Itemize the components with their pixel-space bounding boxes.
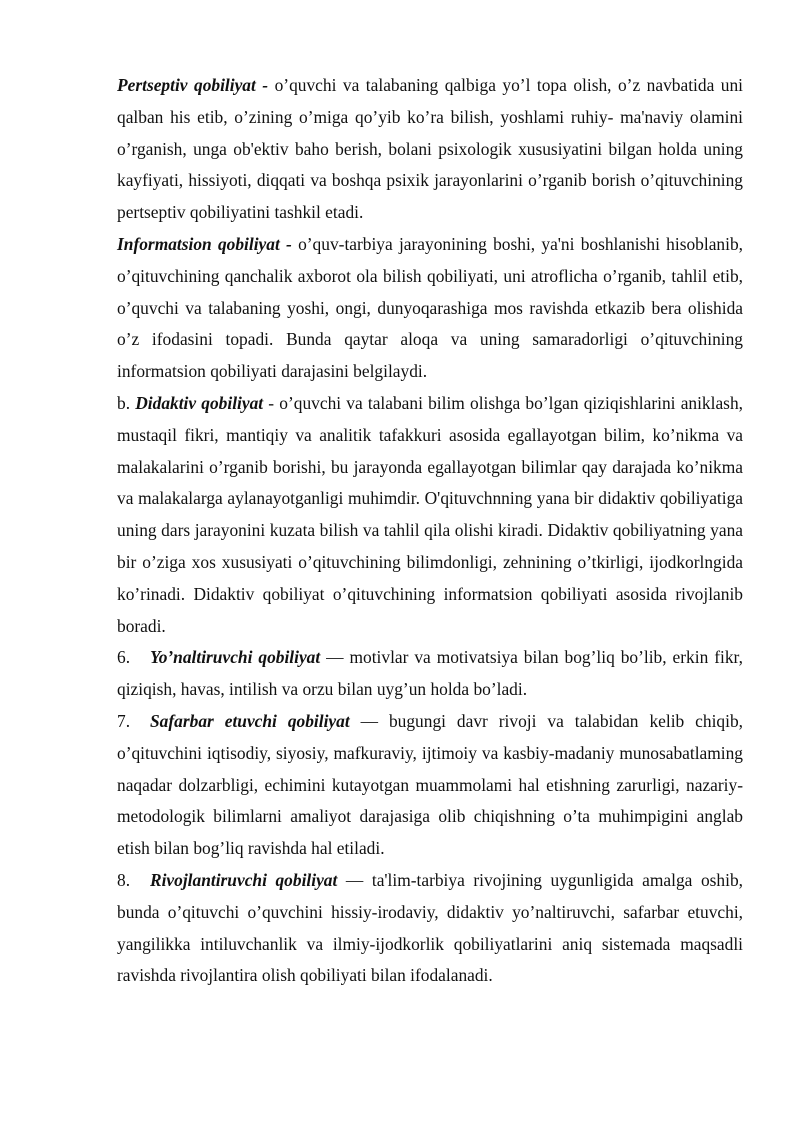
- term-safarbar: Safarbar etuvchi qobiliyat: [150, 710, 350, 731]
- paragraph-body: — ta'lim-tarbiya rivojining uygunligida amalga oshib, bunda o’qituvchi o’quvchini hissiy-irodaviy, didaktiv yo’naltiruvchi, safarbar etuvchi, yangilikka intiluvchanlik va ilmiy-ijodkorlik qobiliyatlarini aniq sistemada maqsadli ravishda rivojlantira olish qobiliyati bilan ifodalanadi.: [117, 869, 743, 986]
- paragraph-safarbar: [117, 706, 743, 865]
- term-rivojlantiruvchi: Rivojlantiruvchi qobiliyat: [150, 869, 338, 890]
- term-pertseptiv: Pertseptiv qobiliyat -: [117, 75, 269, 95]
- list-number: 7.: [117, 710, 131, 731]
- paragraph-body: - o’quvchi va talabani bilim olishga bo’lgan qiziqishlarini aniklash, mustaqil fikri, mantiqiy va analitik tafakkuri asosida egallayotgan bilim, ko’nikma va malakalarini o’rganib borishi, bu jarayonda egallayotgan bilimlar qay darajada ko’nikma va malakalarga aylanayotganligi muhimdir. O'qituvchnning yana bir didaktiv qobiliyatiga uning dars jarayonini kuzata bilish va tahlil qila olishi kiradi. Didaktiv qobiliyatning yana bir o’ziga xos xususiyati o’qituvchining bilimdonligi, zehnining o’tkirligi, ijodkorlngida ko’rinadi. Didaktiv qobiliyat o’qituvchining informatsion qobiliyati asosida rivojlanib boradi.: [117, 392, 743, 636]
- paragraph-body: o’quv-tarbiya jarayonining boshi, ya'ni boshlanishi hisoblanib, o’qituvchining qanchalik axborot ola bilish qobiliyati, uni atroflicha o’rganib, tahlil etib, o’quvchi va talabaning yoshi, ongi, dunyoqarashiga mos ravishda etkazib bera olishida o’z ifodasini topadi. Bunda qaytar aloqa va uning samaradorligi o’qituvchining informatsion qobiliyati darajasini belgilaydi.: [117, 233, 743, 382]
- paragraph-didaktiv: [117, 388, 743, 642]
- paragraph-informatsion: [117, 229, 743, 388]
- list-number: 6.: [117, 647, 131, 668]
- paragraph-pertseptiv: [117, 70, 743, 229]
- paragraph-prefix: b.: [117, 392, 136, 413]
- term-yonaltiruvchi: Yo’naltiruvchi qobiliyat: [150, 647, 321, 668]
- term-informatsion: Informatsion qobiliyat -: [117, 233, 292, 254]
- paragraph-rivojlantiruvchi: [117, 865, 743, 992]
- paragraph-yonaltiruvchi: [117, 642, 743, 706]
- list-number: 8.: [117, 869, 131, 890]
- term-didaktiv: Didaktiv qobiliyat: [135, 392, 264, 413]
- paragraph-body: — bugungi davr rivoji va talabidan kelib chiqib, o’qituvchini iqtisodiy, siyosiy, mafkuraviy, ijtimoiy va kasbiy-madaniy munosabatlaming naqadar dolzarbligi, echimini kutayotgan muammolami hal etishning zarurligi, nazariy-metodologik bilimlarni amaliyot darajasiga olib chiqishning o’ta muhimpigini anglab etish bilan bog’liq ravishda hal etiladi.: [117, 710, 743, 859]
- paragraph-body: — motivlar va motivatsiya bilan bog’liq bo’lib, erkin fikr, qiziqish, havas, intilish va orzu bilan uyg’un holda bo’ladi.: [117, 647, 743, 700]
- document-page: [117, 70, 743, 992]
- paragraph-body: o’quvchi va talabaning qalbiga yo’l topa olish, o’z navbatida uni qalban his etib, o’zining o’miga qo’yib ko’ra bilish, yoshlami ruhiy- ma'naviy olamini o’rganish, unga ob'ektiv baho berish, bolani psixologik xususiyatini bilgan holda uning kayfiyati, hissiyoti, diqqati va boshqa psixik jarayonlarini o’rganib borish o’qituvchining pertseptiv qobiliyatini tashkil etadi.: [117, 75, 743, 223]
